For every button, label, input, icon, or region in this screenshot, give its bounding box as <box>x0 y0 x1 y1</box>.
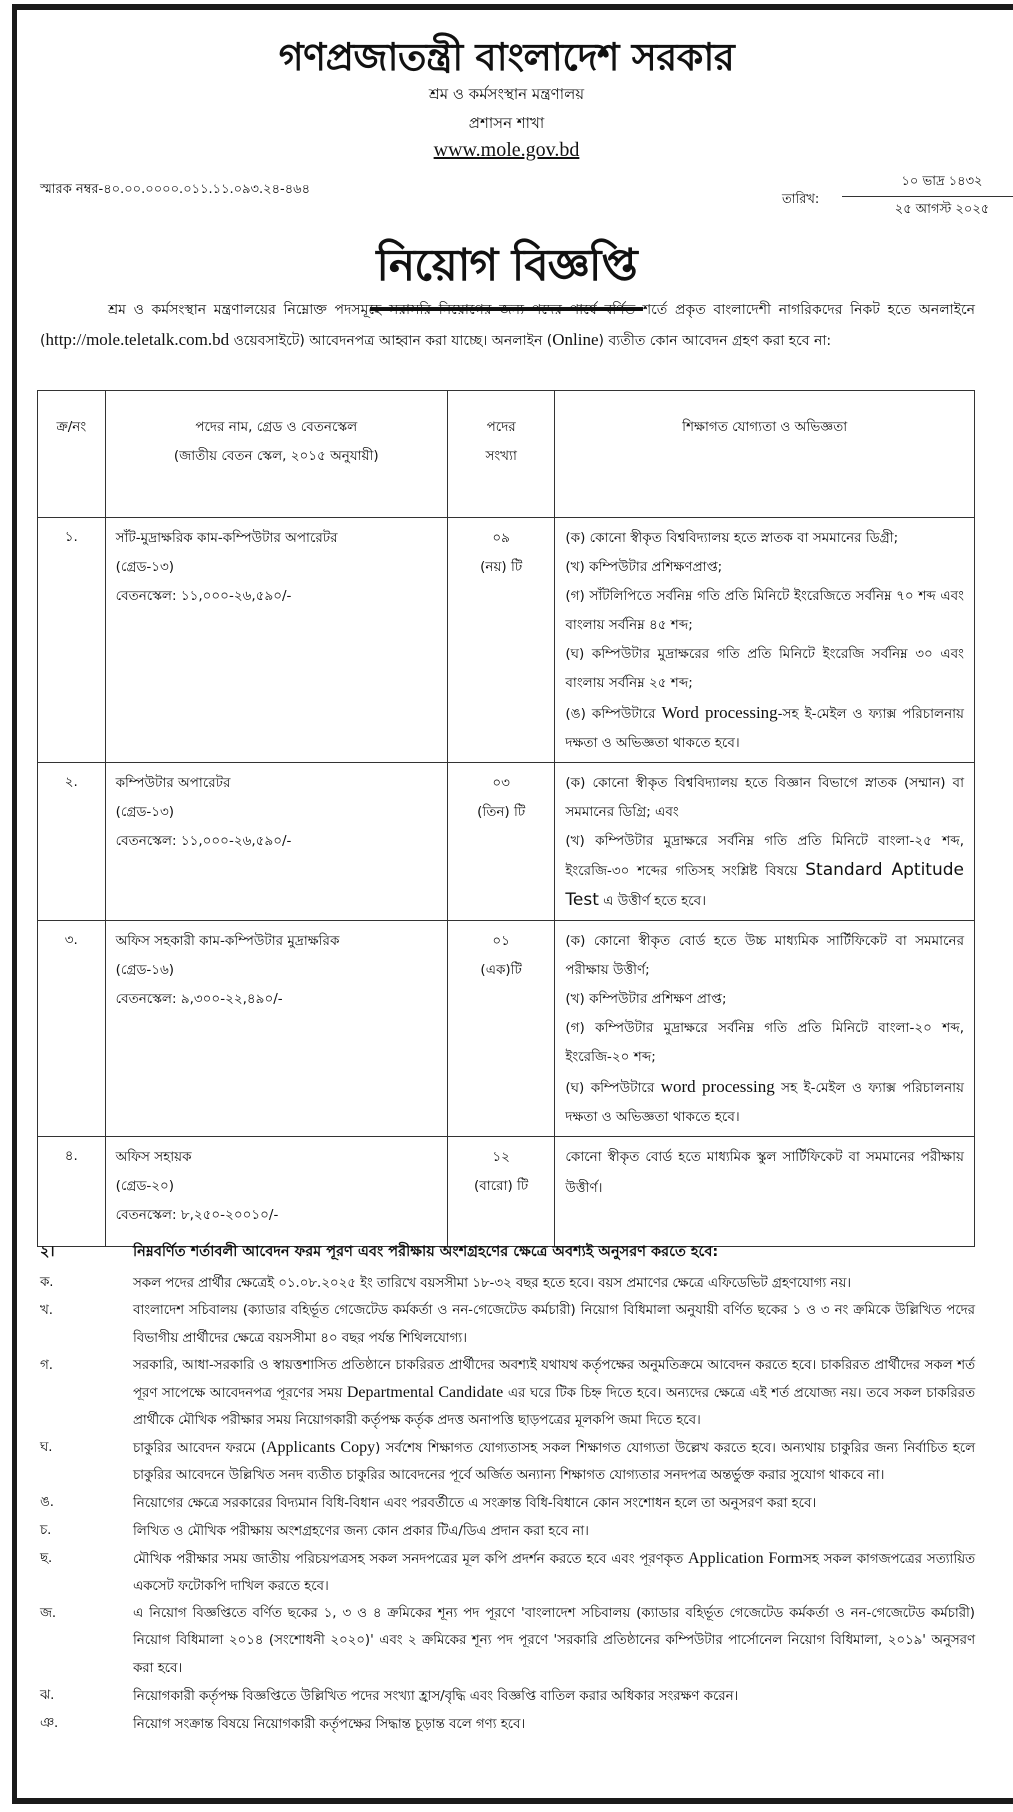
memo-reference: স্মারক নম্বর-৪০.০০.০০০০.০১১.১১.০৯৩.২৪-৪৬৪ <box>40 182 311 197</box>
qualification-item-last <box>565 827 964 916</box>
intro-part3: ) ব্যতীত কোন আবেদন গ্রহণ করা হবে না: <box>598 333 832 349</box>
condition-text-part: মৌখিক পরীক্ষার সময় জাতীয় পরিচয়পত্রসহ সকল সনদপত্রের মূল কপি প্রদর্শন করতে হবে এবং পূরণকৃত <box>133 1552 689 1567</box>
post-line: কম্পিউটার অপারেটর <box>115 775 231 791</box>
post-count-words: (নয়) টি <box>480 559 523 575</box>
qualification-item-last <box>565 698 964 758</box>
post-count-words: (তিন) টি <box>477 804 526 820</box>
qualification-english-term: Word processing <box>661 703 778 722</box>
qualification-text: সহ ই-মেইল ও ফ্যাক্স পরিচালনায় দক্ষতা ও অভিজ্ঞতা থাকতে হবে। <box>565 1080 964 1125</box>
condition-label: চ. <box>40 1523 52 1538</box>
condition-label: ঞ. <box>40 1716 59 1731</box>
qualification-item: (ক) কোনো স্বীকৃত বোর্ড হতে উচ্চ মাধ্যমিক সার্টিফিকেট বা সমমানের পরীক্ষায় উত্তীর্ণ; <box>565 933 964 978</box>
post-count: ০৩ <box>492 775 510 791</box>
condition-item <box>40 1297 975 1352</box>
post-line: (গ্রেড-১৩) <box>115 804 175 820</box>
post-line: (গ্রেড-১৬) <box>115 962 175 978</box>
cell-count <box>447 921 554 1137</box>
qualification-item: (খ) কম্পিউটার প্রশিক্ষণপ্রাপ্ত; <box>565 559 723 575</box>
cell-qualification <box>555 1137 975 1247</box>
post-count: ১২ <box>492 1149 510 1165</box>
conditions-section <box>40 1237 975 1738</box>
website-link[interactable]: www.mole.gov.bd <box>433 139 580 161</box>
qualification-item: (গ) সাঁটলিপিতে সর্বনিম্ন গতি প্রতি মিনিটে ইংরেজিতে সর্বনিম্ন ৭০ শব্দ এবং বাংলায় সর্বনিম্ন ৪৫ শব্দ; <box>565 588 964 633</box>
cell-post <box>105 763 447 921</box>
condition-text <box>133 1434 975 1489</box>
header-post-line2: (জাতীয় বেতন স্কেল, ২০১৫ অনুযায়ী) <box>173 448 379 464</box>
conditions-heading-text: নিম্নবর্ণিত শর্তাবলী আবেদন ফরম পূরণ এবং পরীক্ষায় অংশগ্রহণের ক্ষেত্রে অবশ্যই অনুসরণ করতে হবে: <box>133 1244 719 1260</box>
cell-count <box>447 1137 554 1247</box>
condition-text-part: বাংলাদেশ সচিবালয় (ক্যাডার বহির্ভূত গেজেটেড কর্মকর্তা ও নন-গেজেটেড কর্মচারী) নিয়োগ বিধিমালা অনুযায়ী বর্ণিত ছকের ১ ও ৩ নং ক্রমিকে উল্লিখিত পদের বিভাগীয় প্রার্থীদের ক্ষেত্রে বয়সসীমা ৪০ বছর পর্যন্ত শিথিলযোগ্য। <box>133 1303 975 1346</box>
cell-qualification <box>555 763 975 921</box>
condition-item <box>40 1517 975 1545</box>
qualification-english-term: word processing <box>660 1077 775 1096</box>
condition-label: গ. <box>40 1358 53 1373</box>
condition-text <box>133 1352 975 1434</box>
condition-text <box>133 1682 975 1710</box>
intro-part2: ওয়েবসাইটে) আবেদনপত্র আহ্বান করা যাচ্ছে। অনলাইন ( <box>229 333 553 349</box>
date-bangla: ১০ ভাদ্র ১৪৩২ <box>842 172 1013 197</box>
qualification-english-term: Standard Aptitude Test <box>565 860 964 910</box>
table-row <box>38 763 975 921</box>
condition-item <box>40 1434 975 1489</box>
cell-post <box>105 921 447 1137</box>
ministry-name: শ্রম ও কর্মসংস্থান মন্ত্রণালয় <box>428 85 585 103</box>
qualification-item: (ক) কোনো স্বীকৃত বিশ্ববিদ্যালয় হতে স্নাতক বা সমমানের ডিগ্রী; <box>565 530 899 546</box>
posts-table <box>37 390 975 1247</box>
online-word: Online <box>552 330 599 349</box>
condition-item <box>40 1600 975 1682</box>
qualification-text: এ উত্তীর্ণ হতে হবে। <box>598 893 707 909</box>
condition-item <box>40 1545 975 1600</box>
condition-item <box>40 1489 975 1517</box>
table-header-row <box>38 391 975 518</box>
header-post-line1: পদের নাম, গ্রেড ও বেতনস্কেল <box>195 419 358 435</box>
cell-post <box>105 1137 447 1247</box>
condition-text-part: সহ সকল কাগজপত্রের সত্যায়িত একসেট ফটোকপি দাখিল করতে হবে। <box>133 1552 975 1594</box>
post-line: (গ্রেড-১৩) <box>115 559 175 575</box>
condition-item <box>40 1352 975 1434</box>
qualification-item-last <box>565 1072 964 1132</box>
qualification-item: (ক) কোনো স্বীকৃত বিশ্ববিদ্যালয় হতে বিজ্ঞান বিভাগে স্নাতক (সম্মান) বা সমমানের ডিগ্রি; এবং <box>565 775 964 820</box>
post-line: অফিস সহকারী কাম-কম্পিউটার মুদ্রাক্ষরিক <box>115 933 340 949</box>
condition-text-part: নিয়োগের ক্ষেত্রে সরকারের বিদ্যমান বিধি-বিধান এবং পরবর্তীতে এ সংক্রান্ত বিধি-বিধানে কোন সংশোধন হলে তা অনুসরণ করা হবে। <box>133 1496 817 1511</box>
qualification-text: (ঙ) কম্পিউটারে <box>565 706 662 722</box>
condition-item <box>40 1682 975 1710</box>
application-url[interactable]: http://mole.teletalk.com.bd <box>45 330 230 349</box>
condition-text-part: ) সর্বশেষ শিক্ষাগত যোগ্যতাসহ সকল শিক্ষাগত যোগ্যতা উল্লেখ করতে হবে। অন্যথায় চাকুরির জন্য নির্বাচিত হলে চাকুরির আবেদনে উল্লিখিত সনদ ব্যতীত চাকুরির আবেদনের পূর্বে অর্জিত অন্যান্য শিক্ষাগত যোগ্যতার সনদপত্র অন্তর্ভুক্ত করার সুযোগ থাকবে না। <box>133 1441 975 1483</box>
table-row <box>38 921 975 1137</box>
condition-english-term: Application Form <box>688 1550 804 1567</box>
post-count: ০১ <box>492 933 510 949</box>
cell-qualification <box>555 518 975 763</box>
post-line: বেতনস্কেল: ১১,০০০-২৬,৫৯০/- <box>115 588 292 604</box>
cell-count <box>447 763 554 921</box>
condition-text <box>133 1545 975 1600</box>
qualification-item: (খ) কম্পিউটার প্রশিক্ষণ প্রাপ্ত; <box>565 991 727 1007</box>
cell-serial: ২. <box>38 763 106 921</box>
condition-text <box>133 1489 975 1517</box>
condition-item <box>40 1269 975 1297</box>
branch-name: প্রশাসন শাখা <box>468 114 545 132</box>
header-count <box>447 391 554 518</box>
condition-text-part: নিয়োগকারী কর্তৃপক্ষ বিজ্ঞপ্তিতে উল্লিখিত পদের সংখ্যা হ্রাস/বৃদ্ধি এবং বিজ্ঞপ্তি বাতিল করার অধিকার সংরক্ষণ করেন। <box>133 1689 739 1704</box>
cell-count <box>447 518 554 763</box>
post-line: বেতনস্কেল: ৯,৩০০-২২,৪৯০/- <box>115 991 283 1007</box>
government-title: গণপ্রজাতন্ত্রী বাংলাদেশ সরকার <box>278 35 735 79</box>
condition-item <box>40 1710 975 1738</box>
post-count: ০৯ <box>492 530 510 546</box>
qualification-item: (ঘ) কম্পিউটার মুদ্রাক্ষরের গতি প্রতি মিনিটে ইংরেজি সর্বনিম্ন ৩০ এবং বাংলায় সর্বনিম্ন ২৫ শব্দ; <box>565 646 964 691</box>
qualification-text: -সহ ই-মেইল ও ফ্যাক্স পরিচালনায় দক্ষতা ও অভিজ্ঞতা থাকতে হবে। <box>565 706 964 751</box>
condition-text <box>133 1600 975 1682</box>
header-count-line1: পদের <box>486 419 516 435</box>
table-row <box>38 1137 975 1247</box>
condition-label: জ. <box>40 1606 57 1621</box>
condition-label: ছ. <box>40 1551 53 1566</box>
cell-qualification <box>555 921 975 1137</box>
condition-text-part: সরকারি, আধা-সরকারি ও স্বায়ত্তশাসিত প্রতিষ্ঠানে চাকরিরত প্রার্থীদের অবশ্যই যথাযথ কর্তৃপক্ষের অনুমতিক্রমে আবেদন করতে হবে। চাকরিরত প্রার্থীদের সকল শর্ত পূরণ সাপেক্ষে আবেদনপত্র পূরণের সময় <box>133 1358 975 1401</box>
condition-text <box>133 1517 975 1545</box>
post-count-words: (বারো) টি <box>474 1178 529 1194</box>
post-line: সাঁট-মুদ্রাক্ষরিক কাম-কম্পিউটার অপারেটর <box>115 530 338 546</box>
header-post <box>105 391 447 518</box>
cell-serial: ১. <box>38 518 106 763</box>
condition-text-part: নিয়োগ সংক্রান্ত বিষয়ে নিয়োগকারী কর্তৃপক্ষের সিদ্ধান্ত চূড়ান্ত বলে গণ্য হবে। <box>133 1717 526 1732</box>
condition-label: ঝ. <box>40 1688 55 1703</box>
header-count-line2: সংখ্যা <box>485 448 517 464</box>
post-line: (গ্রেড-২০) <box>115 1178 175 1194</box>
qualification-text: (ঘ) কম্পিউটারে <box>565 1080 661 1096</box>
post-line: অফিস সহায়ক <box>115 1149 192 1165</box>
condition-text-part: সকল পদের প্রার্থীর ক্ষেত্রেই ০১.০৮.২০২৫ ইং তারিখে বয়সসীমা ১৮-৩২ বছর হতে হবে। বয়স প্রমাণের ক্ষেত্রে এফিডেভিট গ্রহণযোগ্য নয়। <box>133 1276 852 1291</box>
condition-english-term: Departmental Candidate <box>346 1384 504 1401</box>
post-line: বেতনস্কেল: ১১,০০০-২৬,৫৯০/- <box>115 833 292 849</box>
condition-label: খ. <box>40 1303 53 1318</box>
cell-post <box>105 518 447 763</box>
condition-text <box>133 1269 975 1297</box>
qualification-text: (খ) কম্পিউটার মুদ্রাক্ষরে সর্বনিম্ন গতি প্রতি মিনিটে বাংলা-২৫ শব্দ, ইংরেজি-৩০ শব্দের গতিসহ সংশ্লিষ্ট বিষয়ে <box>565 833 964 879</box>
condition-text-part: চাকুরির আবেদন ফরমে ( <box>133 1441 266 1456</box>
conditions-list <box>40 1269 975 1738</box>
condition-label: ঘ. <box>40 1440 53 1455</box>
conditions-number: ২। <box>40 1244 55 1260</box>
condition-label: ঙ. <box>40 1495 54 1510</box>
conditions-heading <box>40 1237 975 1269</box>
post-line: বেতনস্কেল: ৮,২৫০-২০০১০/- <box>115 1207 279 1223</box>
notice-title: নিয়োগ বিজ্ঞপ্তি <box>370 232 642 311</box>
date-label: তারিখ: <box>782 192 820 207</box>
qualification-item: (গ) কম্পিউটার মুদ্রাক্ষরে সর্বনিম্ন গতি প্রতি মিনিটে বাংলা-২০ শব্দ, ইংরেজি-২০ শব্দ; <box>565 1020 964 1065</box>
header-serial: ক্র/নং <box>38 391 106 518</box>
intro-part1: শ্রম ও কর্মসংস্থান মন্ত্রণালয়ের নিম্নোক্ত পদসমূহে সরাসরি নিয়োগের জন্য পদের পার্শ্বে বর্ণিত শর্তে প্রকৃত বাংলাদেশী নাগরিকদের নিকট হতে অনলাইনে ( <box>40 302 975 349</box>
condition-label: ক. <box>40 1275 54 1290</box>
post-count-words: (এক)টি <box>480 962 522 978</box>
date-gregorian: ২৫ আগস্ট ২০২৫ <box>894 202 990 217</box>
qualification-item-last <box>565 1143 964 1203</box>
table-row <box>38 518 975 763</box>
condition-text-part: এর ঘরে টিক চিহ্ন দিতে হবে। অন্যদের ক্ষেত্রে এই শর্ত প্রযোজ্য নয়। তবে সকল চাকরিরত প্রার্থীকে মৌখিক পরীক্ষার সময় নিয়োগকারী কর্তৃপক্ষ কর্তৃক প্রদত্ত অনাপত্তি ছাড়পত্রের মূলকপি জমা দিতে হবে। <box>133 1386 975 1428</box>
cell-serial: ৪. <box>38 1137 106 1247</box>
condition-text <box>133 1710 975 1738</box>
condition-text-part: এ নিয়োগ বিজ্ঞপ্তিতে বর্ণিত ছকের ১, ৩ ও ৪ ক্রমিকের শূন্য পদ পূরণে 'বাংলাদেশ সচিবালয় (ক্যাডার বহির্ভূত গেজেটেড কর্মকর্তা ও নন-গেজেটেড কর্মচারী) নিয়োগ বিধিমালা ২০১৪ (সংশোধনী ২০২০)' এবং ২ ক্রমিকের শূন্য পদ পূরণে 'সরকারি প্রতিষ্ঠানের কম্পিউটার পার্সোনেল নিয়োগ বিধিমালা, ২০১৯' অনুসরণ করা হবে। <box>133 1606 975 1676</box>
cell-serial: ৩. <box>38 921 106 1137</box>
condition-text-part: লিখিত ও মৌখিক পরীক্ষায় অংশগ্রহণের জন্য কোন প্রকার টিএ/ডিএ প্রদান করা হবে না। <box>133 1524 589 1539</box>
condition-english-term: Applicants Copy <box>265 1439 376 1456</box>
qualification-text: কোনো স্বীকৃত বোর্ড হতে মাধ্যমিক স্কুল সার্টিফিকেট বা সমমানের পরীক্ষায় উত্তীর্ণ। <box>565 1149 964 1196</box>
header-qualification: শিক্ষাগত যোগ্যতা ও অভিজ্ঞতা <box>555 391 975 518</box>
condition-text <box>133 1297 975 1352</box>
intro-paragraph <box>40 296 975 356</box>
